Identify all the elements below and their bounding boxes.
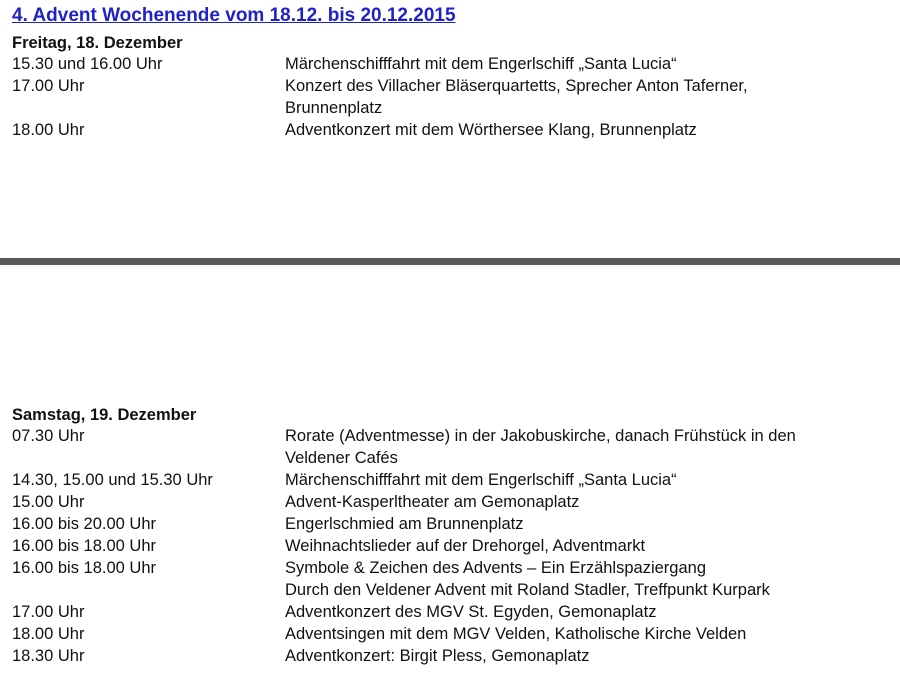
event-time: 14.30, 15.00 und 15.30 Uhr bbox=[12, 471, 213, 489]
event-description: Adventsingen mit dem MGV Velden, Katholische Kirche Velden bbox=[285, 625, 747, 643]
event-time: 16.00 bis 20.00 Uhr bbox=[12, 515, 157, 533]
day-heading-saturday: Samstag, 19. Dezember bbox=[12, 406, 197, 424]
event-description: Advent-Kasperltheater am Gemonaplatz bbox=[285, 493, 580, 511]
event-time: 15.00 Uhr bbox=[12, 493, 85, 511]
schedule-row bbox=[12, 601, 892, 623]
day-heading-friday: Freitag, 18. Dezember bbox=[12, 34, 183, 52]
friday-section bbox=[12, 33, 892, 141]
event-description: Adventkonzert des MGV St. Egyden, Gemonaplatz bbox=[285, 603, 657, 621]
schedule-row bbox=[12, 119, 892, 141]
schedule-row bbox=[12, 75, 892, 119]
event-time: 18.30 Uhr bbox=[12, 647, 85, 665]
event-time: 17.00 Uhr bbox=[12, 603, 85, 621]
schedule-row bbox=[12, 513, 892, 535]
event-description: Adventkonzert mit dem Wörthersee Klang, Brunnenplatz bbox=[285, 121, 697, 139]
schedule-row bbox=[12, 535, 892, 557]
schedule-row bbox=[12, 645, 892, 667]
schedule-row bbox=[12, 491, 892, 513]
schedule-row bbox=[12, 425, 892, 469]
event-time: 16.00 bis 18.00 Uhr bbox=[12, 559, 157, 577]
event-description: Rorate (Adventmesse) in der Jakobuskirche, danach Frühstück in den Veldener Cafés bbox=[285, 427, 796, 467]
schedule-row bbox=[12, 623, 892, 645]
event-time: 18.00 Uhr bbox=[12, 625, 85, 643]
page-title: 4. Advent Wochenende vom 18.12. bis 20.12.2015 bbox=[12, 5, 456, 26]
event-description: Symbole & Zeichen des Advents – Ein Erzählspaziergang Durch den Veldener Advent mit Roland Stadler, Treffpunkt Kurpark bbox=[285, 559, 770, 599]
event-time: 15.30 und 16.00 Uhr bbox=[12, 55, 163, 73]
event-description: Märchenschifffahrt mit dem Engerlschiff „Santa Lucia“ bbox=[285, 471, 677, 489]
schedule-row bbox=[12, 557, 892, 601]
schedule-row bbox=[12, 469, 892, 491]
event-description: Adventkonzert: Birgit Pless, Gemonaplatz bbox=[285, 647, 590, 665]
event-time: 16.00 bis 18.00 Uhr bbox=[12, 537, 157, 555]
event-description: Engerlschmied am Brunnenplatz bbox=[285, 515, 524, 533]
event-description: Weihnachtslieder auf der Drehorgel, Adventmarkt bbox=[285, 537, 646, 555]
event-time: 07.30 Uhr bbox=[12, 427, 85, 445]
schedule-row bbox=[12, 53, 892, 75]
section-divider bbox=[0, 258, 900, 265]
saturday-section bbox=[12, 405, 892, 667]
event-description: Konzert des Villacher Bläserquartetts, Sprecher Anton Taferner, Brunnenplatz bbox=[285, 77, 748, 117]
event-time: 17.00 Uhr bbox=[12, 77, 85, 95]
event-description: Märchenschifffahrt mit dem Engerlschiff „Santa Lucia“ bbox=[285, 55, 677, 73]
event-time: 18.00 Uhr bbox=[12, 121, 85, 139]
